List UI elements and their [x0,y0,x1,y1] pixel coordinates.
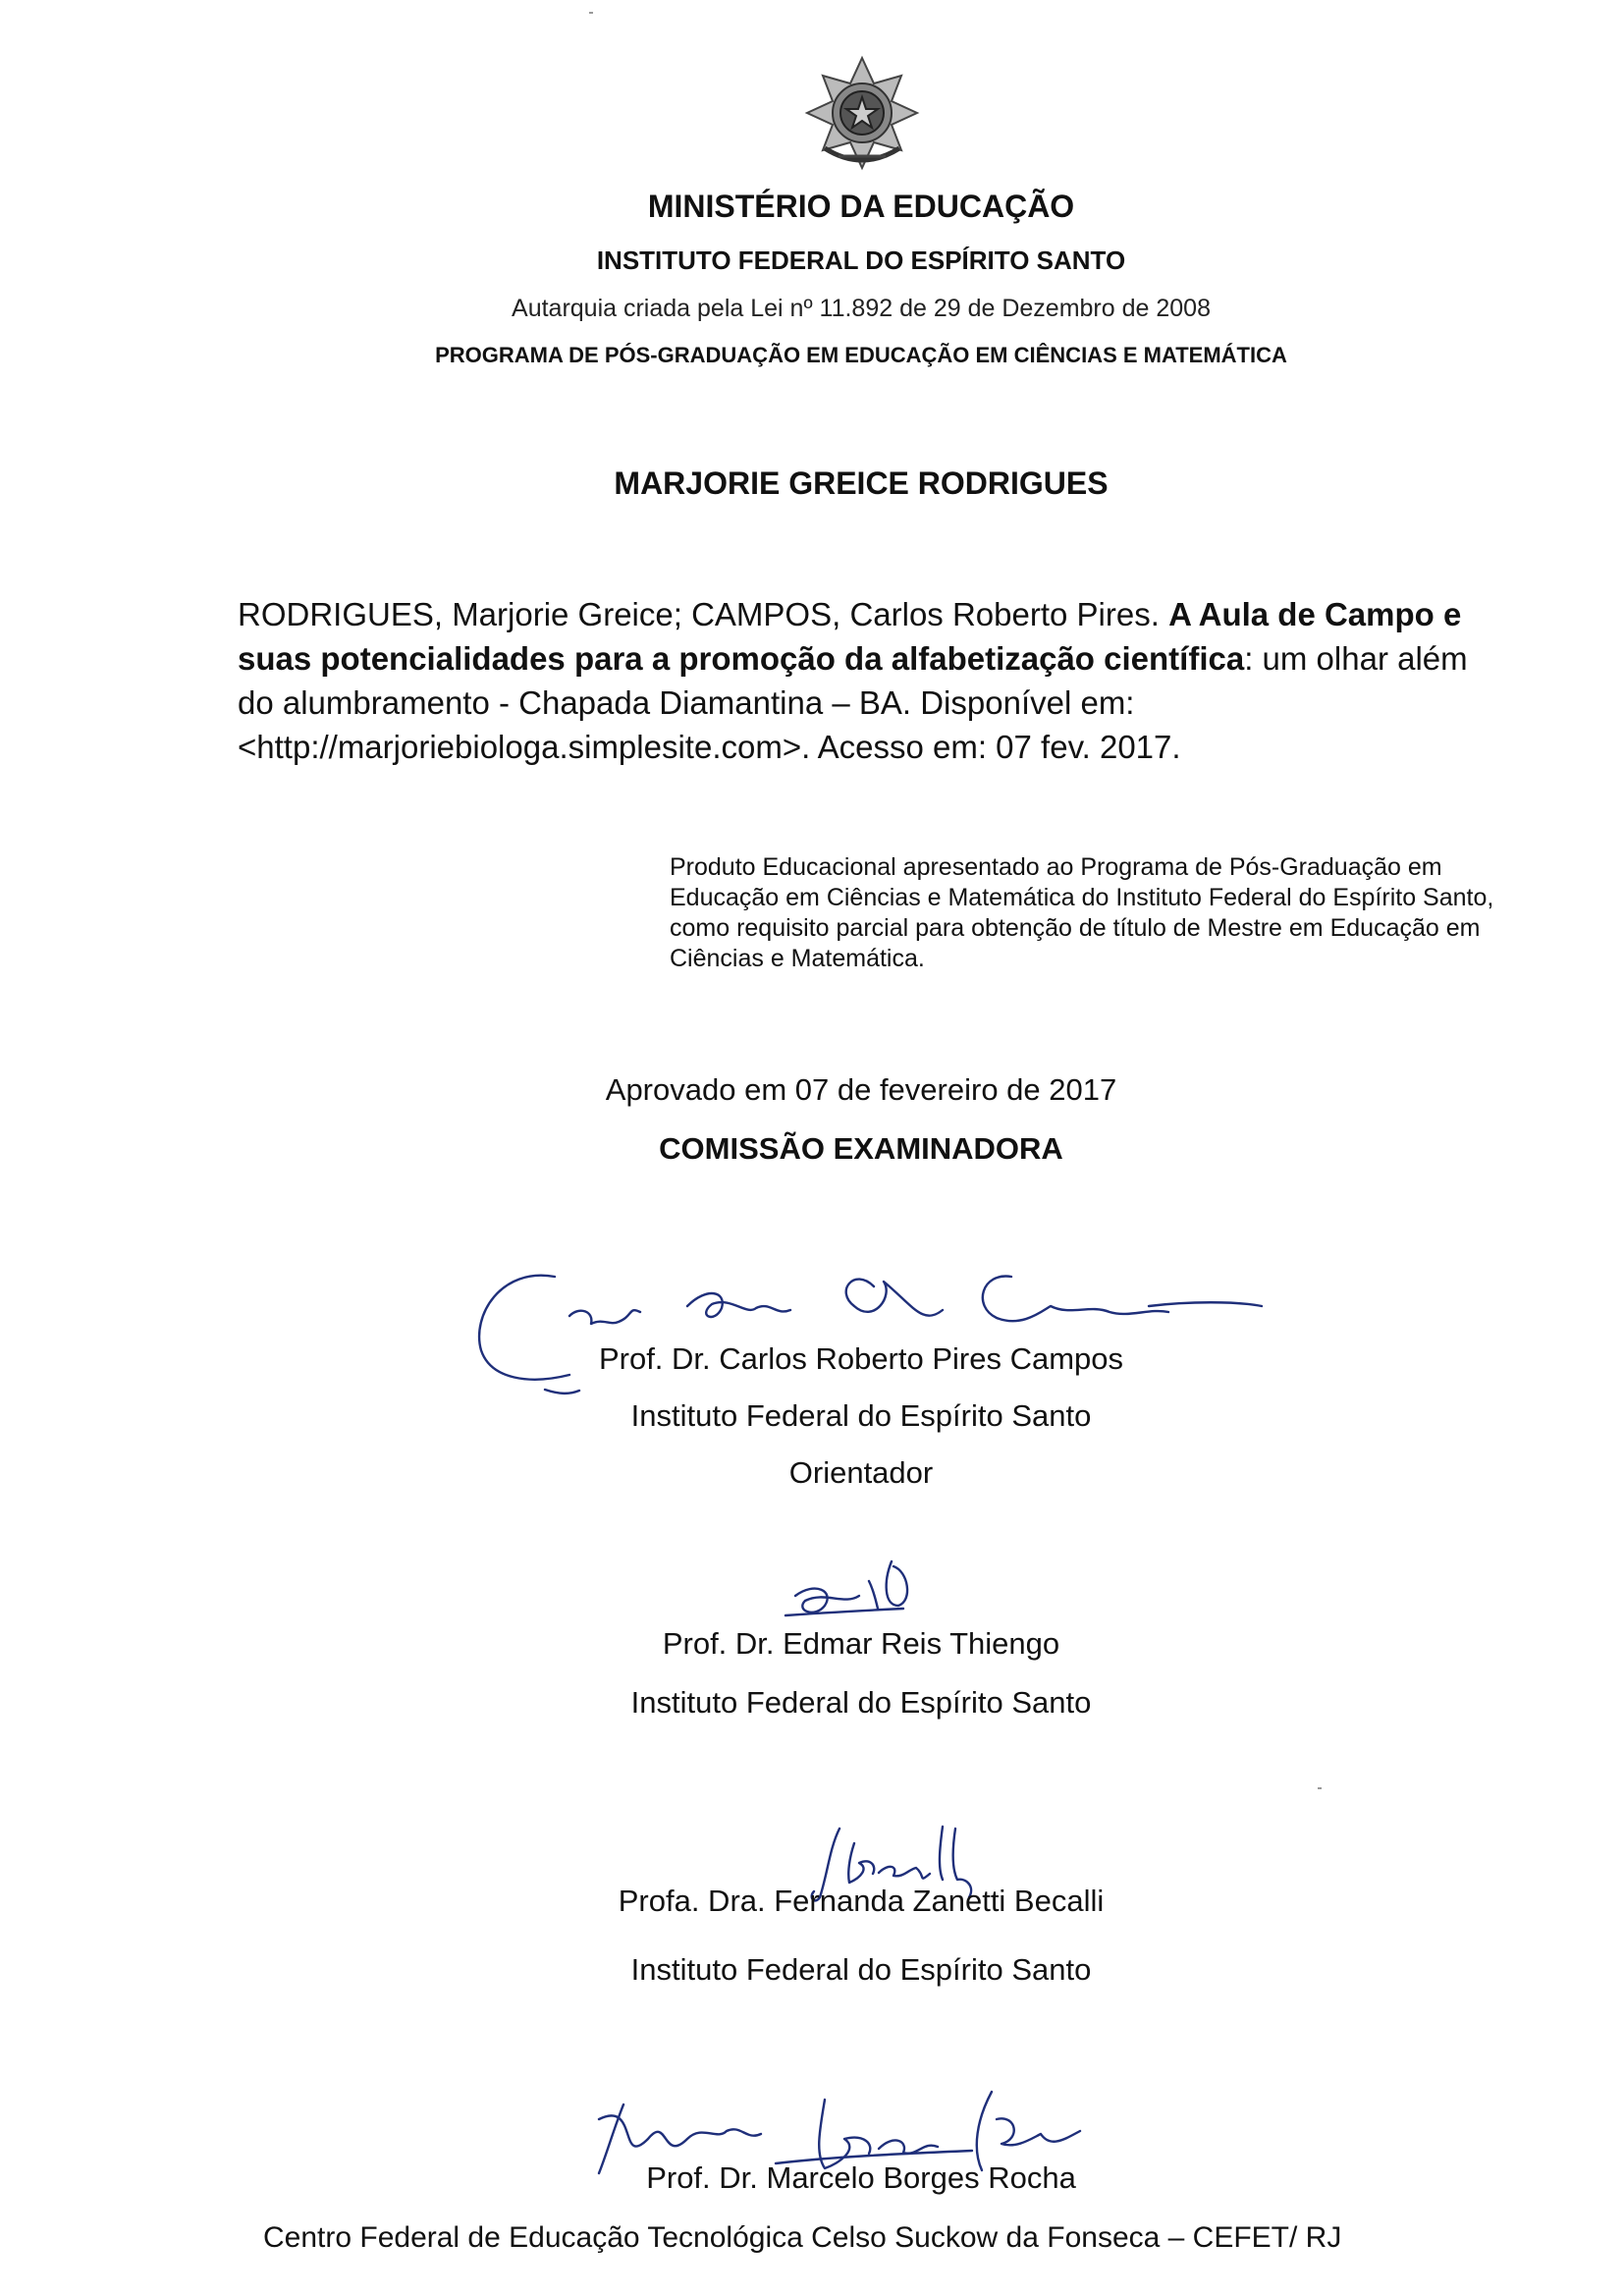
citation-suffix: : um olhar além do alumbramento - Chapada Diamantina – BA. Disponível em: <http://marjoriebiologa.simplesite.com>. Acesso em: 07 fev. 2017. [238,640,1468,765]
member-name: Prof. Dr. Marcelo Borges Rocha [646,2160,1076,2195]
program-title: PROGRAMA DE PÓS-GRADUAÇÃO EM EDUCAÇÃO EM CIÊNCIAS E MATEMÁTICA [435,343,1287,367]
ministry-title: MINISTÉRIO DA EDUCAÇÃO [647,189,1075,224]
committee-title: COMISSÃO EXAMINADORA [659,1131,1063,1166]
member-name: Prof. Dr. Carlos Roberto Pires Campos [598,1341,1124,1376]
scan-speck [1318,1787,1322,1789]
citation-prefix: RODRIGUES, Marjorie Greice; CAMPOS, Carlos Roberto Pires. [238,596,1169,632]
institute-title: INSTITUTO FEDERAL DO ESPÍRITO SANTO [596,246,1126,275]
member-name: Prof. Dr. Edmar Reis Thiengo [662,1626,1060,1661]
bibliographic-citation [238,592,1485,769]
member-role: Orientador [788,1455,934,1490]
member-institution: Instituto Federal do Espírito Santo [630,1685,1092,1720]
law-subtitle: Autarquia criada pela Lei nº 11.892 de 29 de Dezembro de 2008 [512,295,1211,322]
signature-carlos-campos [461,1247,1267,1414]
scan-speck [589,12,593,14]
product-note: Produto Educacional apresentado ao Programa de Pós-Graduação em Educação em Ciências e Matemática do Instituto Federal do Espírito Santo, como requisito parcial para obtenção de título de Mestre em Educação em Ciências e Matemática. [670,853,1494,972]
citation-title: A Aula de Campo e suas potencialidades para a promoção da alfabetização científica [238,596,1462,677]
member-institution: Instituto Federal do Espírito Santo [630,1952,1092,1987]
member-institution: Instituto Federal do Espírito Santo [630,1398,1092,1433]
signature-edmar-thiengo [776,1552,933,1630]
member-name: Profa. Dra. Fernanda Zanetti Becalli [618,1884,1105,1918]
brazil-coat-of-arms-icon [803,54,921,172]
author-name: MARJORIE GREICE RODRIGUES [614,465,1109,501]
approval-date: Aprovado em 07 de fevereiro de 2017 [605,1072,1117,1107]
footer-institution: Centro Federal de Educação Tecnológica Celso Suckow da Fonseca – CEFET/ RJ [263,2221,1342,2254]
